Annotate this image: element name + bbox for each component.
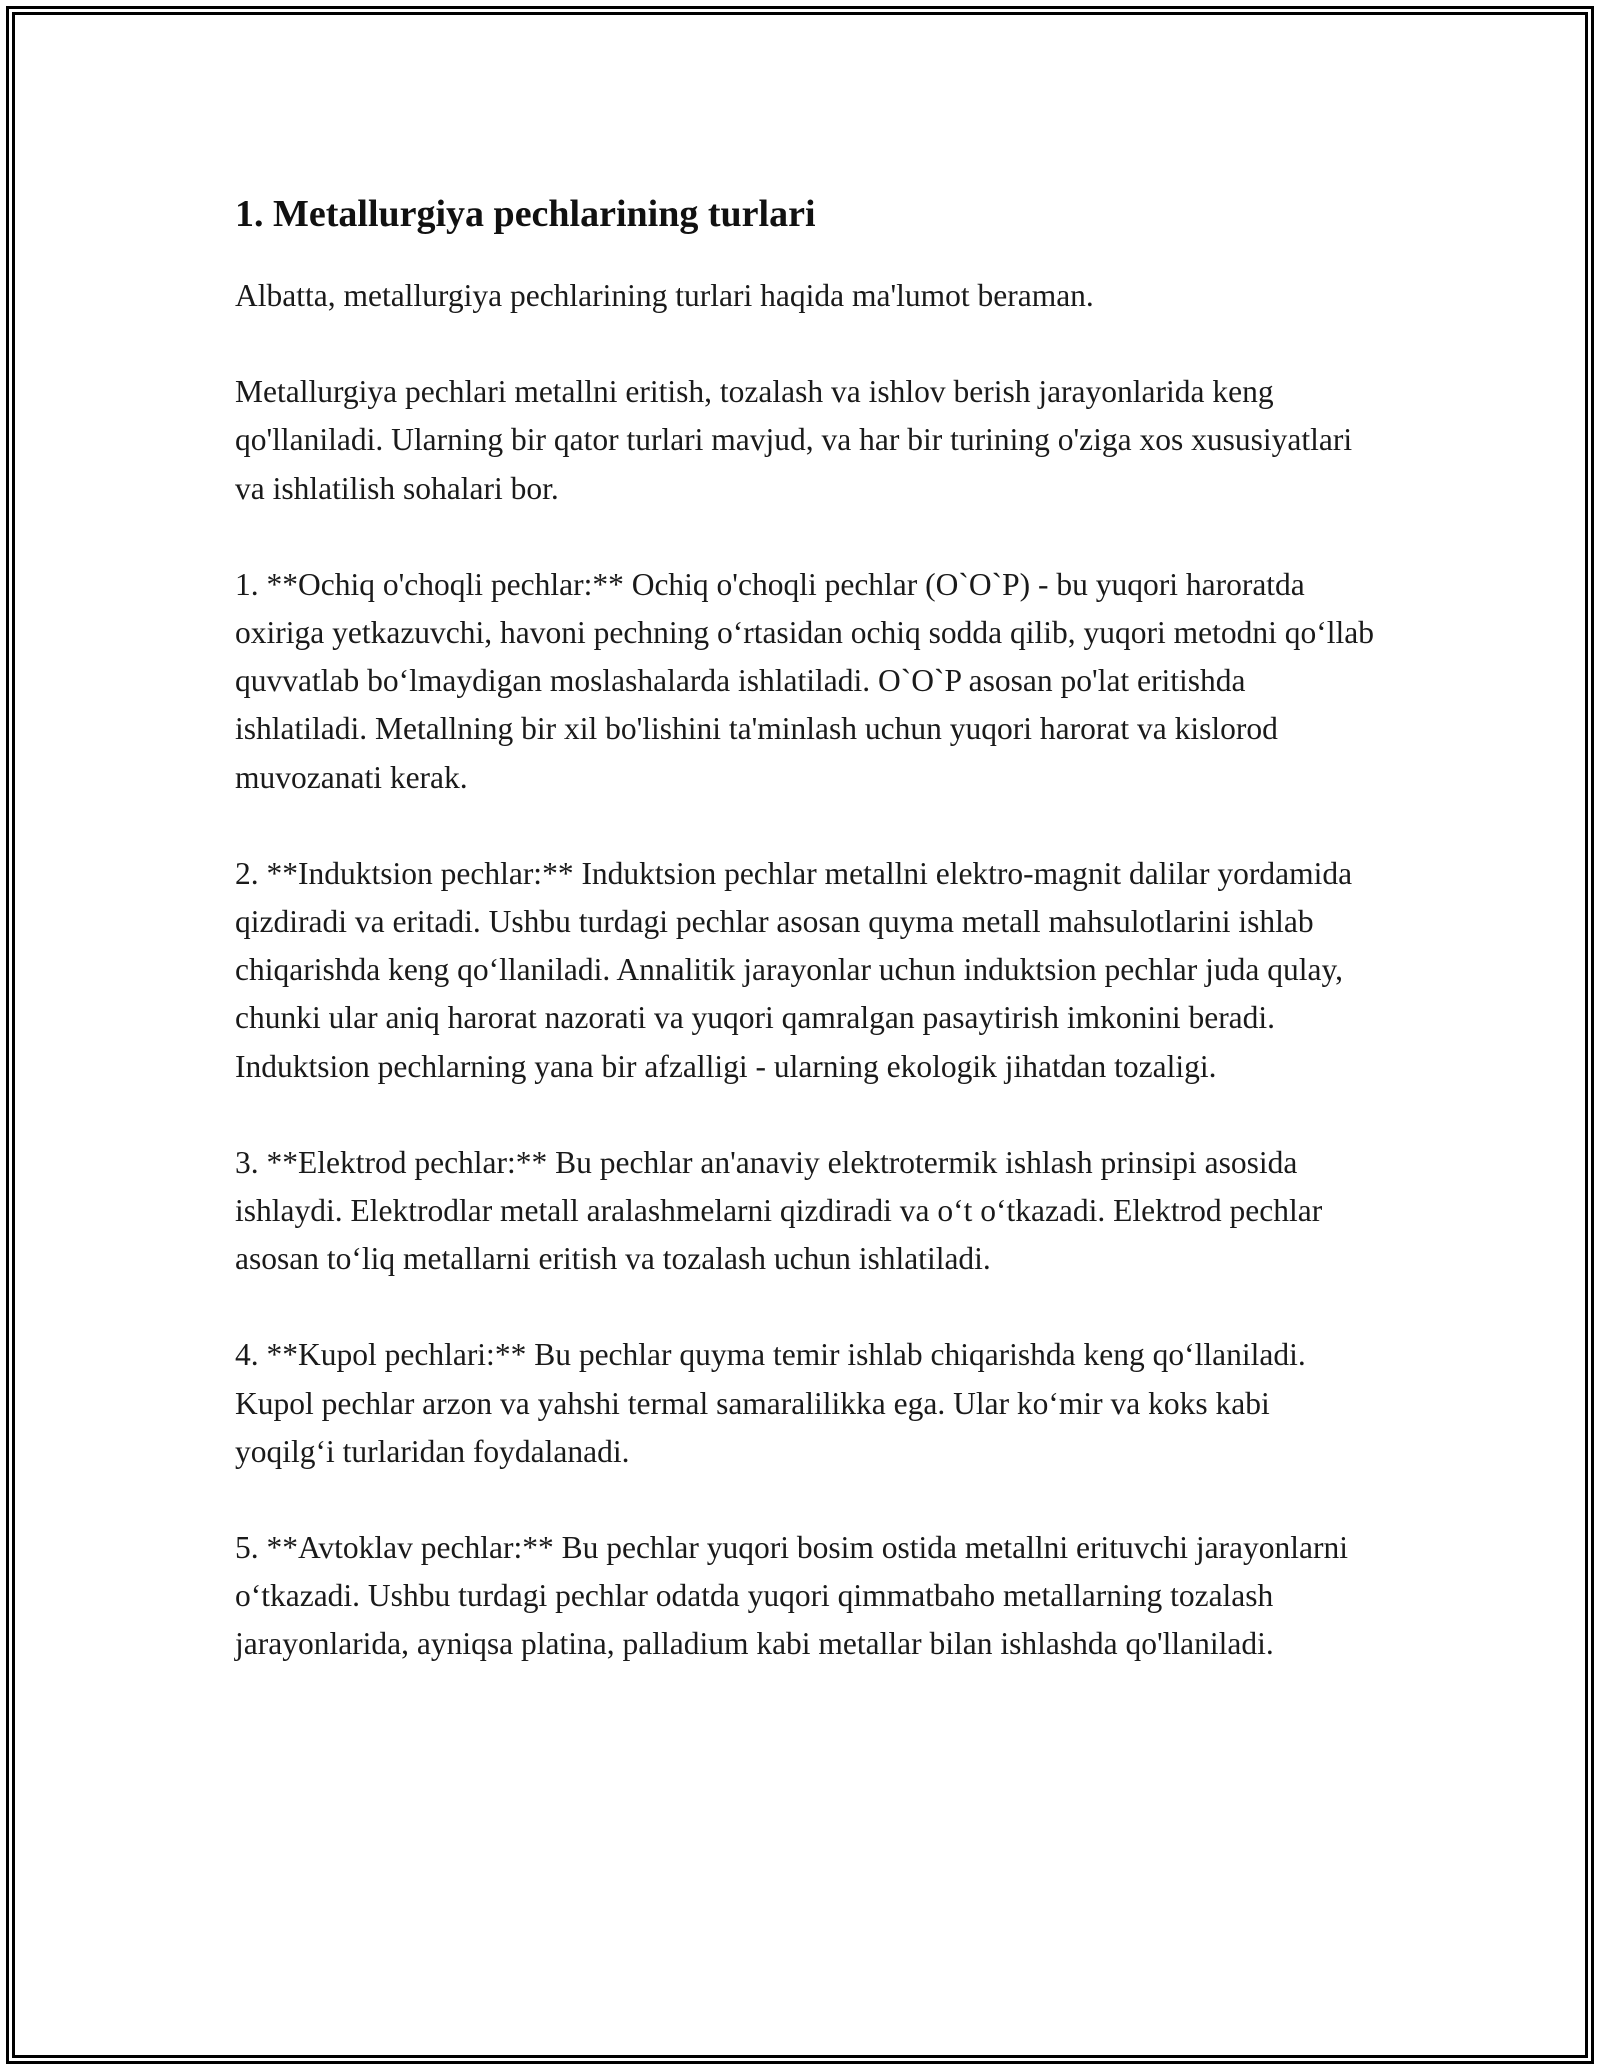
furnace-type-autoclave: 5. **Avtoklav pechlar:** Bu pechlar yuqori bosim ostida metallni erituvchi jarayonlarni o‘tkazadi. Ushbu turdagi pechlar odatda yuqori qimmatbaho metallarning tozalash jarayonlarida, ayniqsa platina, palladium kabi metallar bilan ishlashda qo'llaniladi. (235, 1530, 1349, 1662)
document-body (235, 186, 1375, 1717)
document-title: 1. Metallurgiya pechlarining turlari (235, 193, 816, 235)
furnace-type-induction: 2. **Induktsion pechlar:** Induktsion pechlar metallni elektro-magnit dalilar yordamida qizdiradi va eritadi. Ushbu turdagi pechlar asosan quyma metall mahsulotlarini ishlab chiqarishda keng qo‘llaniladi. Annalitik jarayonlar uchun induktsion pechlar juda qulay, chunki ular aniq harorat nazorati va yuqori qamralgan pasaytirish imkonini beradi. Induktsion pechlarning yana bir afzalligi - ularning ekologik jihatdan tozaligi. (235, 855, 1353, 1084)
furnace-type-electrode: 3. **Elektrod pechlar:** Bu pechlar an'anaviy elektrotermik ishlash prinsipi asosida ishlaydi. Elektrodlar metall aralashmelarni qizdiradi va o‘t o‘tkazadi. Elektrod pechlar asosan to‘liq metallarni eritish va tozalash uchun ishlatiladi. (235, 1144, 1323, 1277)
furnace-type-cupola: 4. **Kupol pechlari:** Bu pechlar quyma temir ishlab chiqarishda keng qo‘llaniladi. Kupol pechlar arzon va yahshi termal samaralilikka ega. Ular ko‘mir va koks kabi yoqilg‘i turlaridan foydalanadi. (235, 1337, 1306, 1469)
furnace-type-open-hearth: 1. **Ochiq o'choqli pechlar:** Ochiq o'choqli pechlar (O`O`P) - bu yuqori haroratda oxiriga yetkazuvchi, havoni pechning o‘rtasidan ochiq sodda qilib, yuqori metodni qo‘llab quvvatlab bo‘lmaydigan moslashalarda ishlatiladi. O`O`P asosan po'lat eritishda ishlatiladi. Metallning bir xil bo'lishini ta'minlash uchun yuqori harorat va kislorod muvozanati kerak. (235, 566, 1374, 795)
intro-paragraph: Albatta, metallurgiya pechlarining turlari haqida ma'lumot beraman. (235, 278, 1094, 313)
overview-paragraph: Metallurgiya pechlari metallni eritish, tozalash va ishlov berish jarayonlarida keng qo'llaniladi. Ularning bir qator turlari mavjud, va har bir turining o'ziga xos xususiyatlari va ishlatilish sohalari bor. (235, 374, 1353, 506)
